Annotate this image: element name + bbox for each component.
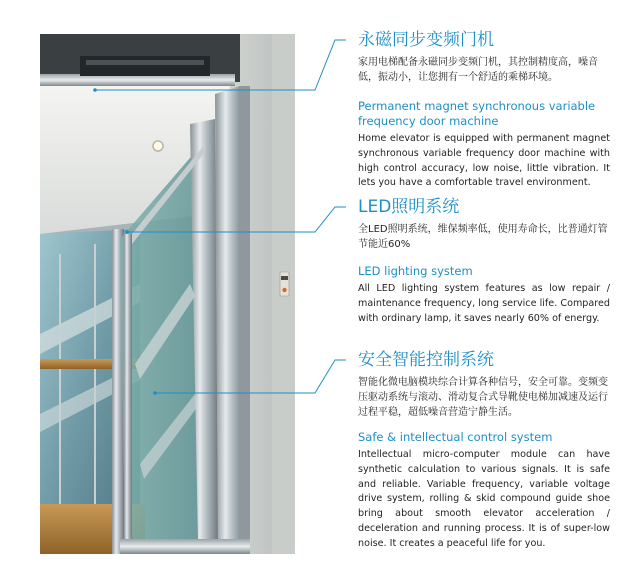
en-title: LED lighting system [358, 264, 473, 278]
en-body: Home elevator is equipped with permanent magnet synchronous variable frequency door machine with high control accuracy, low noise, little vibration. It lets you have a comfortable travel environment. [358, 133, 610, 189]
zh-title: LED照明系统 [358, 197, 460, 217]
en-body: All LED lighting system features as low repair / maintenance frequency, long service life. Compared with ordinary lamp, it saves nearly 60% of energy. [358, 283, 610, 324]
en-title: Safe & intellectual control system [358, 430, 553, 444]
zh-body: 家用电梯配备永磁同步变频门机，其控制精度高，噪音低，振动小，让您拥有一个舒适的乘梯环境。 [358, 57, 598, 83]
section-door-machine [358, 29, 610, 191]
zh-title: 安全智能控制系统 [358, 350, 494, 370]
zh-body: 全LED照明系统，维保频率低，使用寿命长，比普通灯管节能近60% [358, 224, 608, 250]
section-led-lighting [358, 196, 610, 326]
en-title: Permanent magnet synchronous variable frequency door machine [358, 99, 596, 128]
section-control-system [358, 349, 610, 552]
zh-body: 智能化微电脑模块综合计算各种信号，安全可靠。变频变压驱动系统与滚动、滑动复合式导靴使电梯加减速及运行过程平稳，超低噪音营造宁静生活。 [358, 377, 608, 418]
en-body: Intellectual micro-computer module can have synthetic calculation to various signals. It is safe and reliable. Variable frequency, variable voltage drive system, rolling & skid compound guide shoe bring about smooth elevator acceleration / deceleration and running process. It is of super-low noise. It creates a peaceful life for you. [358, 449, 610, 549]
zh-title: 永磁同步变频门机 [358, 30, 494, 50]
